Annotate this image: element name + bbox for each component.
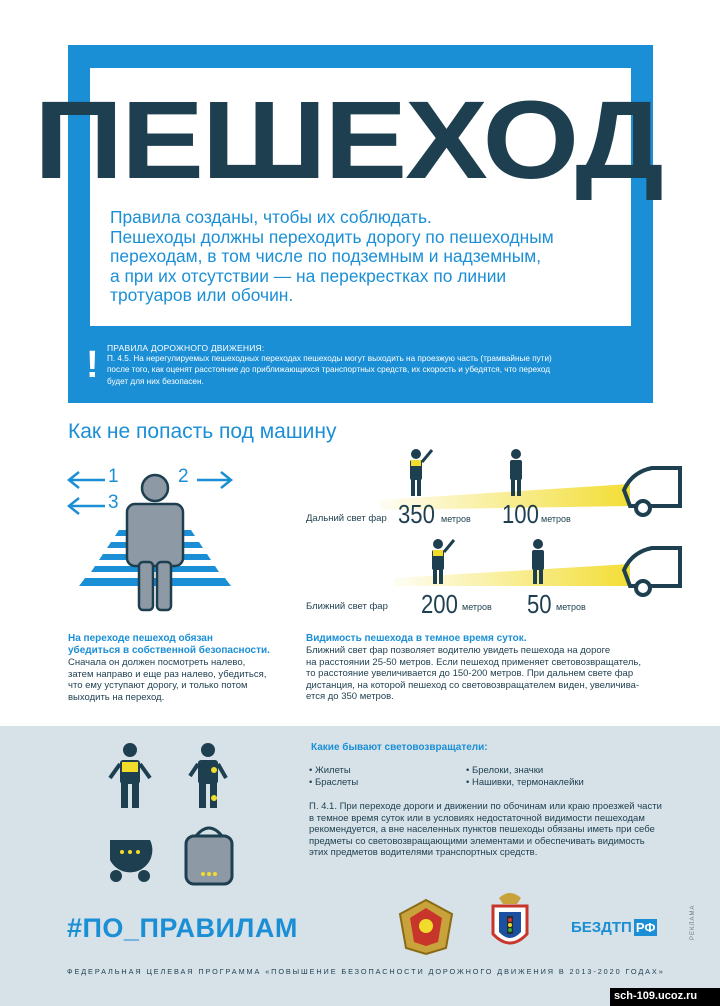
intro-line: Пешеходы должны переходить дорогу по пешеходным	[110, 226, 554, 247]
stroller-icon	[110, 840, 152, 882]
high-beam-value1: 350	[398, 499, 435, 529]
hashtag: #ПО_ПРАВИЛАМ	[67, 913, 298, 943]
intro-line: а при их отсутствии — на перекрестках по линии	[110, 265, 507, 286]
visibility-line: Ближний свет фар позволяет водителю увидеть пешехода на дороге	[306, 645, 611, 656]
advert-mark: РЕКЛАМА	[690, 904, 696, 940]
high-beam-label: Дальний свет фар	[306, 513, 387, 524]
reflector-item: • Жилеты	[309, 765, 351, 776]
crosswalk-illustration	[55, 460, 255, 620]
rule-text	[107, 353, 607, 387]
reflectors-rule	[309, 801, 669, 859]
bracelet-person-icon	[190, 743, 226, 808]
reflectors-rule-line: предметы со световозвращающими элементами и обеспечивать видимость	[309, 835, 645, 847]
reflectors-rule-line: П. 4.1. При переходе дороги и движении по обочинам или краю проезжей части	[309, 801, 662, 812]
gibdd-emblem-icon	[396, 898, 456, 956]
low-beam-light	[394, 564, 630, 586]
reflector-item: • Брелоки, значки	[466, 765, 544, 776]
bag-icon	[186, 828, 232, 884]
reflector-item: • Браслеты	[309, 777, 359, 788]
visibility-line: ется до 350 метров.	[306, 691, 394, 702]
arrow-label-2: 2	[178, 466, 189, 487]
low-beam-unit2: метров	[556, 602, 586, 612]
arrow-right-icon	[197, 472, 231, 488]
intro-line: переходам, в том числе по подземным и надземным,	[110, 246, 542, 267]
arrow-label-1: 1	[108, 466, 119, 487]
program-text: ФЕДЕРАЛЬНАЯ ЦЕЛЕВАЯ ПРОГРАММА «ПОВЫШЕНИЕ БЕЗОПАСНОСТИ ДОРОЖНОГО ДВИЖЕНИЯ В 2013-2020 ГОДАХ»	[67, 967, 665, 976]
car-icon	[624, 468, 680, 515]
exclamation-icon: !	[86, 344, 99, 386]
crossing-rule-line: что ему уступают дорогу, и только потом	[68, 680, 248, 691]
intro-line: тротуаров или обочин.	[110, 285, 294, 306]
visibility-block	[306, 633, 666, 703]
arrow-label-3: 3	[108, 492, 119, 513]
crossing-rule-line: выходить на переход.	[68, 691, 165, 703]
high-beam-value2: 100	[502, 499, 539, 529]
reflector-item: • Нашивки, термонаклейки	[466, 777, 584, 788]
rule-line: после того, как оценят расстояние до приближающихся транспортных средств, их скорость и убедятся, что переход	[107, 365, 551, 375]
arrow-left-icon	[69, 472, 105, 514]
reflectors-rule-line: рекомендуется, а вне населенных пунктов пешеходы обязаны иметь при себе	[309, 824, 655, 835]
rule-line: П. 4.5. На нерегулируемых пешеходных переходах пешеходы могут выходить на проезжую часть (трамвайные пути)	[107, 354, 552, 363]
low-beam-value2: 50	[527, 589, 552, 619]
crossing-rule-line: Сначала он должен посмотреть налево,	[68, 657, 246, 668]
section-heading: Как не попасть под машину	[68, 420, 337, 443]
pedestrian-icon	[510, 449, 522, 496]
low-beam-label: Ближний свет фар	[306, 601, 388, 612]
high-beam-unit1: метров	[441, 514, 471, 524]
pedestrian-icon	[127, 475, 183, 610]
site-watermark: sch-109.ucoz.ru	[610, 988, 720, 1006]
vest-person-icon	[110, 743, 150, 808]
reflectors-rule-line: в темное время суток или в условиях недостаточной видимости пешеходам	[309, 812, 645, 824]
visibility-head: Видимость пешехода в темное время суток.	[306, 633, 527, 644]
reflectors-heading: Какие бывают световозвращатели:	[311, 742, 488, 753]
high-beam-unit2: метров	[541, 514, 571, 524]
intro-line: Правила созданы, чтобы их соблюдать.	[110, 207, 432, 227]
crossing-rule-block	[68, 633, 298, 703]
bezdtp-logo-rf: РФ	[635, 919, 656, 935]
crossing-rule-head: На переходе пешеход обязан	[68, 633, 213, 644]
intro-text	[110, 208, 620, 306]
low-beam-value1: 200	[421, 589, 458, 619]
crossing-rule-head: убедиться в собственной безопасности.	[68, 645, 270, 656]
rule-line: будет для них безопасен.	[107, 376, 204, 386]
crossing-rule-line: затем направо и еще раз налево, убедиться,	[68, 668, 267, 680]
visibility-line: дистанция, на которой пешеход со световозвращателем виден, увеличива-	[306, 679, 640, 691]
low-beam-unit1: метров	[462, 602, 492, 612]
mvd-emblem-icon	[487, 886, 533, 956]
bezdtp-logo	[571, 916, 657, 938]
rule-label: ПРАВИЛА ДОРОЖНОГО ДВИЖЕНИЯ:	[107, 343, 265, 353]
visibility-line: на расстоянии 25-50 метров. Если пешеход применяет световозвращатель,	[306, 656, 641, 668]
visibility-line: то расстояние увеличивается до 150-200 метров. При дальнем свете фар	[306, 668, 634, 679]
reflectors-rule-line: этих предметов водителями транспортных средств.	[309, 847, 538, 858]
reflector-items-illustration	[100, 740, 250, 890]
bezdtp-logo-text: БЕЗДТП	[571, 918, 632, 936]
page-title: ПЕШЕХОД	[34, 79, 662, 202]
car-icon	[624, 548, 680, 595]
reflector-pedestrian-icon	[410, 449, 432, 496]
